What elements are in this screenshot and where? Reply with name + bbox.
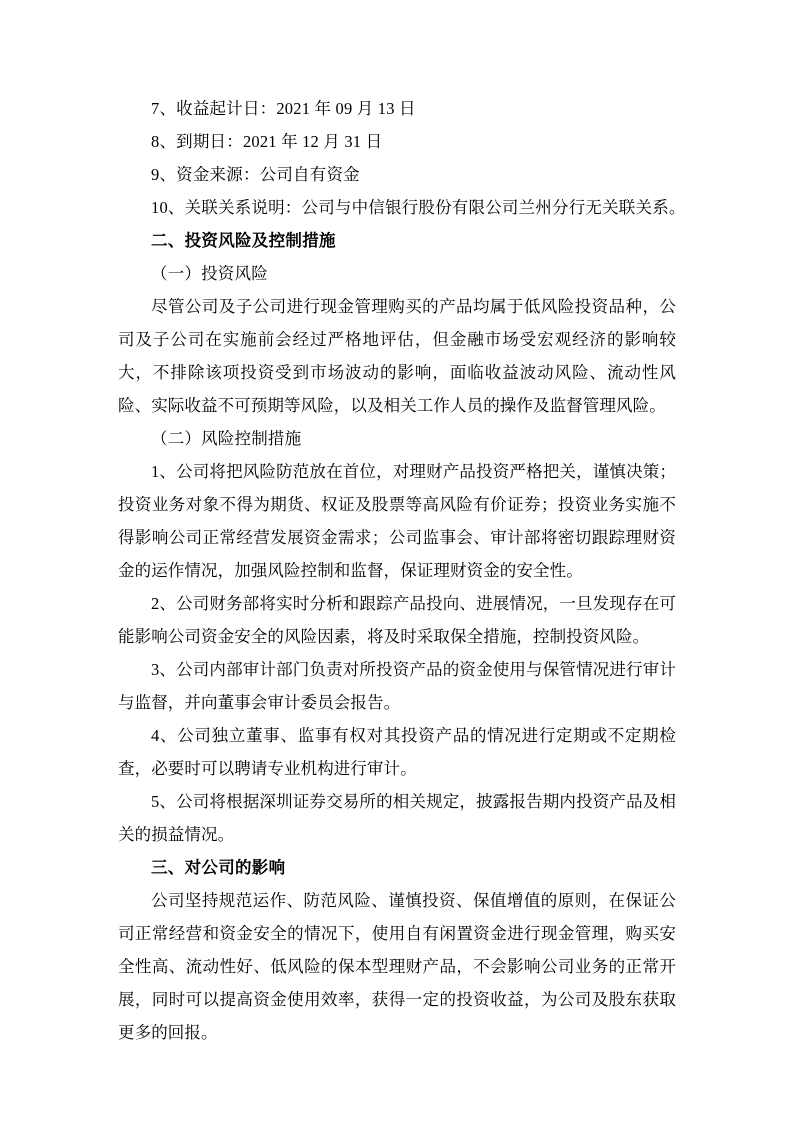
measure-1: 1、公司将把风险防范放在首位，对理财产品投资严格把关，谨慎决策；投资业务对象不得为期货、权证及股票等高风险有价证券；投资业务实施不得影响公司正常经营发展资金需求；公司监事会、审计部将密切跟踪理财资金的运作情况，加强风险控制和监督，保证理财资金的安全性。 — [118, 462, 676, 580]
measure-5: 5、公司将根据深圳证券交易所的相关规定，披露报告期内投资产品及相关的损益情况。 — [118, 792, 676, 844]
paragraph-investment-risk: 尽管公司及子公司进行现金管理购买的产品均属于低风险投资品种，公司及子公司在实施前会经过严格地评估，但金融市场受宏观经济的影响较大，不排除该项投资受到市场波动的影响，面临收益波动风险、流动性风险、实际收益不可预期等风险，以及相关工作人员的操作及监督管理风险。 — [118, 297, 676, 415]
section-heading-three: 三、对公司的影响 — [151, 858, 286, 877]
section-heading-two: 二、投资风险及控制措施 — [151, 231, 336, 250]
item-7-income-start-date: 7、收益起计日：2021 年 09 月 13 日 — [151, 99, 416, 118]
item-10-related-party: 10、关联关系说明：公司与中信银行股份有限公司兰州分行无关联关系。 — [151, 198, 686, 217]
item-9-fund-source: 9、资金来源：公司自有资金 — [151, 165, 360, 184]
measure-4: 4、公司独立董事、监事有权对其投资产品的情况进行定期或不定期检查，必要时可以聘请专业机构进行审计。 — [118, 726, 676, 778]
subsection-one-investment-risk: （一）投资风险 — [151, 264, 268, 283]
subsection-two-risk-control: （二）风险控制措施 — [151, 429, 302, 448]
measure-2: 2、公司财务部将实时分析和跟踪产品投向、进展情况，一旦发现存在可能影响公司资金安全的风险因素，将及时采取保全措施，控制投资风险。 — [118, 594, 676, 646]
measure-3: 3、公司内部审计部门负责对所投资产品的资金使用与保管情况进行审计与监督，并向董事会审计委员会报告。 — [118, 660, 676, 712]
paragraph-impact: 公司坚持规范运作、防范风险、谨慎投资、保值增值的原则，在保证公司正常经营和资金安全的情况下，使用自有闲置资金进行现金管理，购买安全性高、流动性好、低风险的保本型理财产品，不会影响公司业务的正常开展，同时可以提高资金使用效率，获得一定的投资收益，为公司及股东获取更多的回报。 — [118, 891, 676, 1042]
item-8-maturity-date: 8、到期日：2021 年 12 月 31 日 — [151, 132, 383, 151]
document-body — [118, 92, 686, 1049]
